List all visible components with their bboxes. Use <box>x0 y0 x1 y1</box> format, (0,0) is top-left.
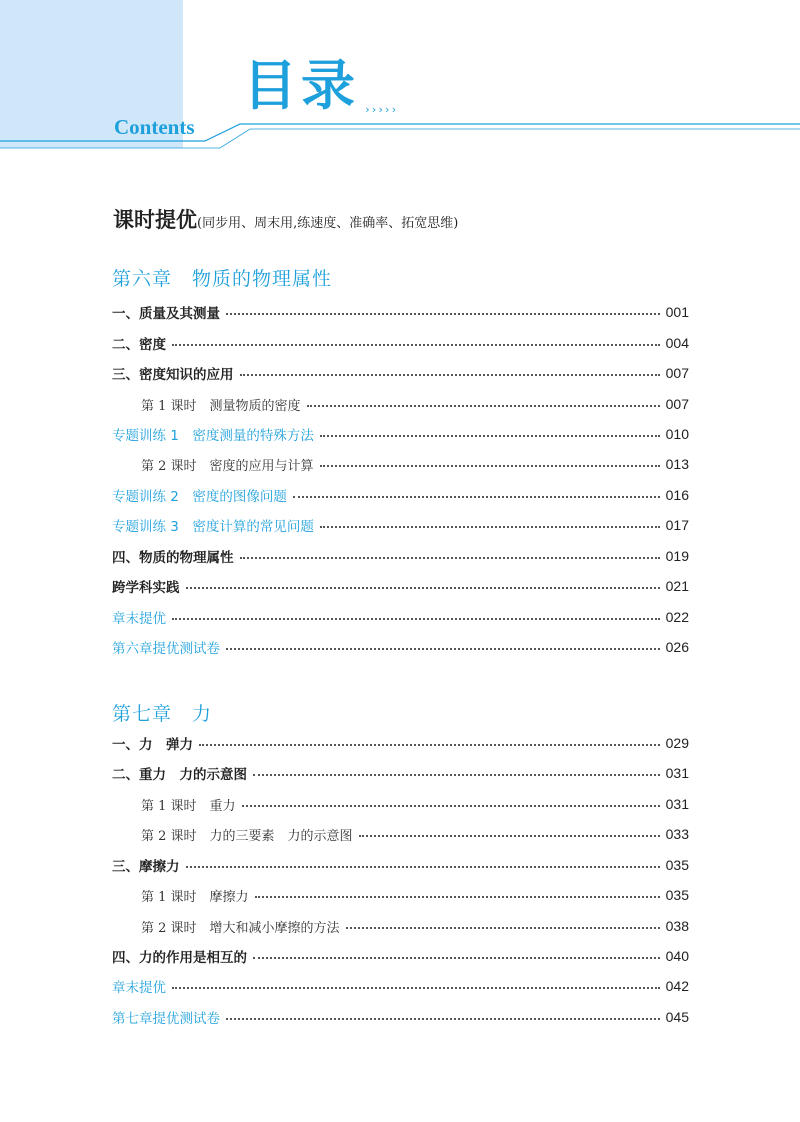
toc-entry-page: 045 <box>665 1009 689 1025</box>
toc-entry[interactable] <box>112 946 689 966</box>
toc-entry-page: 017 <box>665 517 689 533</box>
toc-entry-page: 001 <box>665 304 689 320</box>
leader-dots <box>226 648 660 650</box>
leader-dots <box>320 465 660 467</box>
toc-entry-label: 章末提优 <box>112 611 166 627</box>
leader-dots <box>293 496 660 498</box>
leader-dots <box>186 587 660 589</box>
toc-entry-page: 007 <box>665 365 689 381</box>
toc-entry-page: 022 <box>665 609 689 625</box>
leader-dots <box>240 557 660 559</box>
leader-dots <box>226 1018 660 1020</box>
leader-dots <box>172 618 660 620</box>
contents-label: Contents <box>114 115 195 139</box>
section-heading <box>113 204 458 234</box>
toc-entry[interactable] <box>112 637 689 657</box>
toc-entry[interactable] <box>141 394 689 414</box>
toc-entry[interactable] <box>112 763 689 783</box>
toc-entry-page: 038 <box>665 918 689 934</box>
toc-entry-page: 019 <box>665 548 689 564</box>
toc-entry-page: 021 <box>665 578 689 594</box>
toc-entry[interactable] <box>112 546 689 566</box>
toc-entry[interactable] <box>141 885 689 905</box>
leader-dots <box>253 957 660 959</box>
chapter-heading: 第七章 力 <box>112 703 213 725</box>
leader-dots <box>242 805 660 807</box>
toc-entry-page: 026 <box>665 639 689 655</box>
toc-entry-page: 016 <box>665 487 689 503</box>
page-title: 目录 <box>243 54 359 117</box>
toc-entry-page: 010 <box>665 426 689 442</box>
toc-entry-label: 一、力 弹力 <box>112 737 193 753</box>
toc-entry-label: 一、质量及其测量 <box>112 306 220 322</box>
toc-entry-label: 四、力的作用是相互的 <box>112 950 247 966</box>
leader-dots <box>199 744 660 746</box>
chevron-arrows-icon: ››››› <box>364 103 398 116</box>
toc-entry-label: 专题训练 3 密度计算的常见问题 <box>112 519 314 535</box>
leader-dots <box>255 896 660 898</box>
leader-dots <box>186 866 660 868</box>
toc-entry-label: 第 2 课时 增大和减小摩擦的方法 <box>141 920 340 936</box>
toc-entry[interactable] <box>112 855 689 875</box>
toc-entry-page: 033 <box>665 826 689 842</box>
leader-dots <box>359 835 660 837</box>
toc-entry-page: 029 <box>665 735 689 751</box>
toc-entry-label: 第 1 课时 摩擦力 <box>141 889 249 905</box>
leader-dots <box>240 374 660 376</box>
toc-entry[interactable] <box>112 424 689 444</box>
toc-entry[interactable] <box>112 485 689 505</box>
toc-entry-page: 007 <box>665 396 689 412</box>
toc-entry-label: 第 2 课时 力的三要素 力的示意图 <box>141 828 353 844</box>
leader-dots <box>307 405 660 407</box>
toc-entry-page: 040 <box>665 948 689 964</box>
toc-entry[interactable] <box>112 1007 689 1027</box>
toc-entry-page: 013 <box>665 456 689 472</box>
toc-entry-page: 035 <box>665 857 689 873</box>
toc-entry-page: 004 <box>665 335 689 351</box>
toc-entry-label: 二、重力 力的示意图 <box>112 767 247 783</box>
toc-entry-label: 三、密度知识的应用 <box>112 367 234 383</box>
toc-entry[interactable] <box>112 576 689 596</box>
chapter-heading: 第六章 物质的物理属性 <box>112 268 333 290</box>
toc-entry-label: 跨学科实践 <box>112 580 180 596</box>
toc-entry[interactable] <box>112 333 689 353</box>
leader-dots <box>320 526 660 528</box>
toc-entry-label: 第 1 课时 测量物质的密度 <box>141 398 301 414</box>
leader-dots <box>172 344 660 346</box>
leader-dots <box>253 774 660 776</box>
toc-entry-label: 专题训练 1 密度测量的特殊方法 <box>112 428 314 444</box>
toc-entry[interactable] <box>112 302 689 322</box>
toc-entry-label: 二、密度 <box>112 337 166 353</box>
toc-entry[interactable] <box>112 515 689 535</box>
toc-entry[interactable] <box>141 454 689 474</box>
section-title: 课时提优 <box>113 207 197 232</box>
leader-dots <box>346 927 660 929</box>
toc-entry[interactable] <box>112 976 689 996</box>
toc-entry[interactable] <box>112 363 689 383</box>
toc-entry-label: 第七章提优测试卷 <box>112 1011 220 1027</box>
toc-entry-label: 四、物质的物理属性 <box>112 550 234 566</box>
leader-dots <box>172 987 660 989</box>
toc-entry[interactable] <box>112 607 689 627</box>
toc-entry-label: 专题训练 2 密度的图像问题 <box>112 489 287 505</box>
toc-entry[interactable] <box>141 916 689 936</box>
section-subtitle: (同步用、周末用,练速度、准确率、拓宽思维) <box>197 216 459 231</box>
leader-dots <box>320 435 660 437</box>
toc-entry[interactable] <box>112 733 689 753</box>
leader-dots <box>226 313 660 315</box>
toc-entry-page: 031 <box>665 765 689 781</box>
toc-entry-label: 第 2 课时 密度的应用与计算 <box>141 458 314 474</box>
toc-entry-page: 035 <box>665 887 689 903</box>
toc-entry-label: 章末提优 <box>112 980 166 996</box>
toc-entry[interactable] <box>141 824 689 844</box>
toc-entry-label: 第六章提优测试卷 <box>112 641 220 657</box>
toc-entry-page: 031 <box>665 796 689 812</box>
toc-entry-label: 第 1 课时 重力 <box>141 798 236 814</box>
toc-entry-page: 042 <box>665 978 689 994</box>
toc-entry-label: 三、摩擦力 <box>112 859 180 875</box>
toc-entry[interactable] <box>141 794 689 814</box>
